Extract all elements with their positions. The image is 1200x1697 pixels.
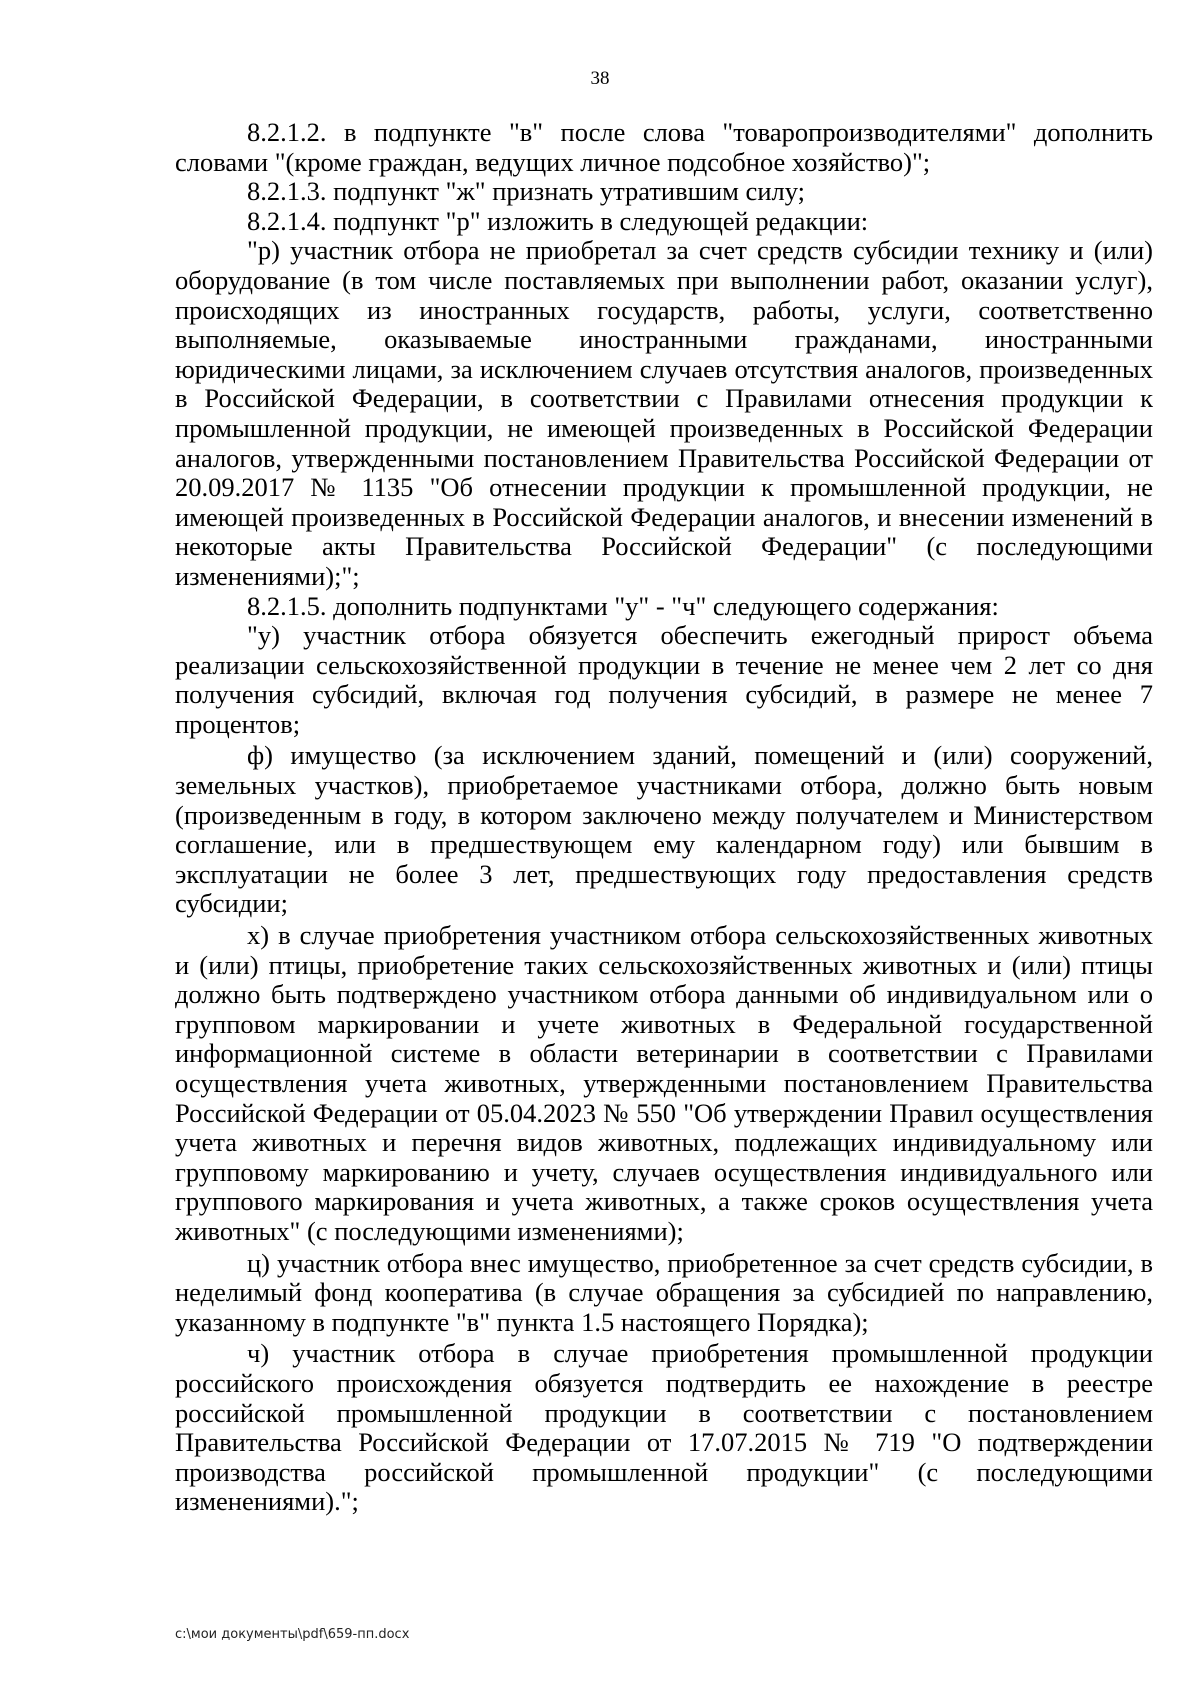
paragraph-subitem-r: "р) участник отбора не приобретал за счет средств субсидии технику и (или) оборудование (в том числе поставляемых при выполнении работ, оказании услуг), происходящих из иностранных государств, работы, услуги, соответственно выполняемые, оказываемые иностранными гражданами, иностранными юридическими лицами, за исключением случаев отсутствия аналогов, произведенных в Российской Федерации, в соответствии с Правилами отнесения продукции к промышленной продукции, не имеющей произведенных в Российской Федерации аналогов, утвержденными постановлением Правительства Российской Федерации от 20.09.2017 № 1135 "Об отнесении продукции к промышленной продукции, не имеющей произведенных в Российской Федерации аналогов, и внесении изменений в некоторые акты Правительства Российской Федерации" (с последующими изменениями);"; (175, 235, 1153, 591)
paragraph-subitem-f: ф) имущество (за исключением зданий, помещений и (или) сооружений, земельных участков), приобретаемое участниками отбора, должно быть новым (произведенным в году, в котором заключено между получателем и Министерством соглашение, или в предшествующем ему календарном году) или бывшим в эксплуатации не более 3 лет, предшествующих году предоставления средств субсидии; (175, 740, 1153, 919)
paragraph-8-2-1-5: 8.2.1.5. дополнить подпунктами "у" - "ч" следующего содержания: (247, 590, 999, 621)
paragraph-8-2-1-2: 8.2.1.2. в подпункте "в" после слова "товаропроизводителями" дополнить словами "(кроме граждан, ведущих личное подсобное хозяйство)"; (175, 117, 1153, 177)
paragraph-8-2-1-3: 8.2.1.3. подпункт "ж" признать утратившим силу; (247, 176, 805, 207)
paragraph-subitem-kh: х) в случае приобретения участником отбора сельскохозяйственных животных и (или) птицы, приобретение таких сельскохозяйственных животных и (или) птицы должно быть подтверждено участником отбора данными об индивидуальном или о групповом маркировании и учете животных в Федеральной государственной информационной системе в области ветеринарии в соответствии с Правилами осуществления учета животных, утвержденными постановлением Правительства Российской Федерации от 05.04.2023 № 550 "Об утверждении Правил осуществления учета животных и перечня видов животных, подлежащих индивидуальному или групповому маркированию и учету, случаев осуществления индивидуального или группового маркирования и учета животных, а также сроков осуществления учета животных" (с последующими изменениями); (175, 920, 1153, 1246)
paragraph-8-2-1-4: 8.2.1.4. подпункт "р" изложить в следующей редакции: (247, 205, 869, 236)
page-number: 38 (590, 68, 610, 89)
paragraph-subitem-ts: ц) участник отбора внес имущество, приобретенное за счет средств субсидии, в неделимый фонд кооператива (в случае обращения за субсидией по направлению, указанному в подпункте "в" пункта 1.5 настоящего Порядка); (175, 1247, 1153, 1337)
paragraph-subitem-u: "у) участник отбора обязуется обеспечить ежегодный прирост объема реализации сельскохозяйственной продукции в течение не менее чем 2 лет со дня получения субсидий, включая год получения субсидий, в размере не менее 7 процентов; (175, 620, 1153, 739)
document-body (175, 118, 1153, 1517)
file-path-footer: c:\мои документы\pdf\659-пп.docx (175, 1627, 410, 1642)
paragraph-subitem-ch: ч) участник отбора в случае приобретения промышленной продукции российского происхождения обязуется подтвердить ее нахождение в реестре российской промышленной продукции в соответствии с постановлением Правительства Российской Федерации от 17.07.2015 № 719 "О подтверждении производства российской промышленной продукции" (с последующими изменениями)."; (175, 1338, 1153, 1517)
